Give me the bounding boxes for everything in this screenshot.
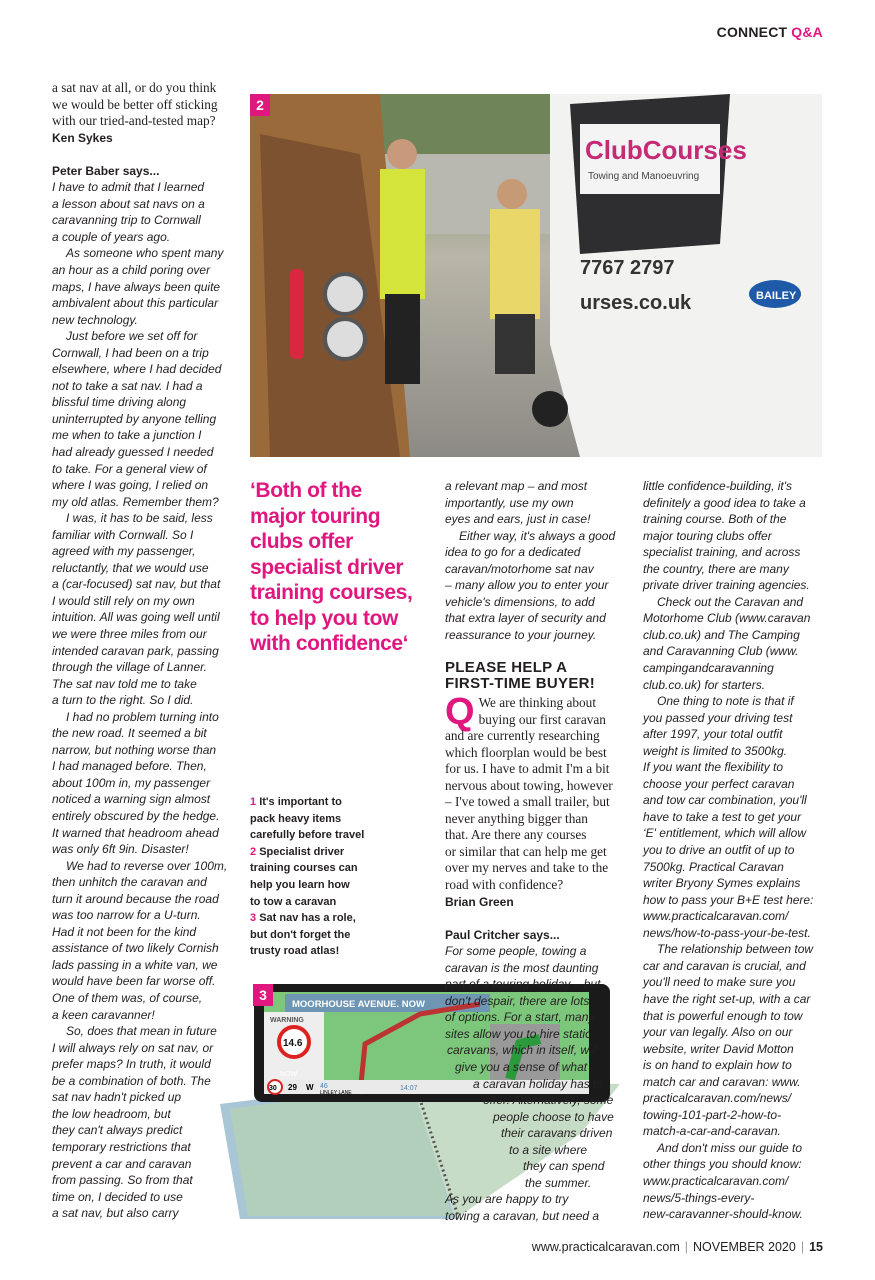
text-line: Check out the Caravan and bbox=[657, 594, 804, 609]
text-line: major touring bbox=[250, 504, 381, 528]
text-line: we would be better off sticking bbox=[52, 96, 218, 112]
paragraph bbox=[52, 858, 247, 1023]
text-line: campingandcaravanning bbox=[643, 661, 774, 676]
text-line: the low headroom, but bbox=[52, 1106, 171, 1121]
text-line: the summer. bbox=[525, 1175, 592, 1190]
text-line: and tow car combination, you'll bbox=[643, 793, 807, 808]
text-line: weight is limited to 3500kg. bbox=[643, 743, 788, 758]
text-line: new technology. bbox=[52, 312, 138, 327]
text-line: a relevant map – and most bbox=[445, 479, 588, 493]
text-line: ‘Both of the bbox=[250, 479, 362, 502]
text-line: little confidence-building, it's bbox=[643, 479, 793, 493]
text-line: never anything bigger than bbox=[445, 810, 588, 826]
text-line: prevent a car and caravan bbox=[52, 1156, 192, 1171]
paragraph bbox=[52, 1023, 247, 1222]
text-line: familiar with Cornwall. So I bbox=[52, 527, 194, 542]
text-line: The sat nav told me to take bbox=[52, 676, 197, 691]
text-line: caravans, which in itself, will bbox=[447, 1043, 598, 1058]
text-line: give you a sense of what bbox=[455, 1059, 588, 1074]
caption-text: pack heavy items bbox=[250, 812, 342, 825]
text-line: that. Are there any courses bbox=[445, 827, 587, 843]
text-line: buying our first caravan bbox=[478, 711, 606, 727]
answer-text bbox=[52, 179, 247, 1221]
text-line: about 100m in, my passenger bbox=[52, 775, 211, 790]
svg-text:ClubCourses: ClubCourses bbox=[585, 135, 747, 165]
paragraph bbox=[52, 179, 247, 245]
text-line: As someone who spent many bbox=[66, 246, 224, 261]
caption-number: 1 bbox=[250, 796, 257, 808]
text-line: vehicle's dimensions, to add bbox=[445, 594, 595, 609]
caption-number: 3 bbox=[250, 912, 257, 925]
column-4 bbox=[643, 478, 838, 1223]
caption-text: Sat nav has a role, bbox=[259, 912, 356, 925]
caption-text: training courses can bbox=[250, 862, 358, 875]
text-line: I was, it has to be said, less bbox=[66, 511, 213, 526]
text-line: to take. For a general view of bbox=[52, 461, 207, 476]
text-line: choose your perfect caravan bbox=[643, 776, 795, 791]
section-tag: Q&A bbox=[791, 24, 823, 40]
text-line: For some people, towing a bbox=[445, 944, 587, 959]
answer-text bbox=[445, 943, 640, 1224]
text-line: and Caravanning Club (www. bbox=[643, 644, 799, 659]
text-line: part of a touring holiday – but bbox=[445, 977, 601, 992]
text-line: a lesson about sat navs on a bbox=[52, 196, 205, 211]
text-line: be a combination of both. The bbox=[52, 1073, 211, 1088]
text-line: to a site where bbox=[509, 1142, 588, 1157]
text-line: the new road. It seemed a bit bbox=[52, 726, 207, 741]
asker-name: Brian Green bbox=[445, 894, 514, 909]
column-1 bbox=[52, 80, 247, 1222]
text-line: nervous about towing, however bbox=[445, 777, 613, 793]
text-line: people choose to have bbox=[493, 1109, 614, 1124]
text-line: club.co.uk) and The Camping bbox=[643, 627, 800, 642]
text-line: I had managed before. Then, bbox=[52, 759, 207, 774]
caption-text: carefully before travel bbox=[250, 829, 365, 842]
paragraph bbox=[445, 943, 640, 1191]
question-heading bbox=[445, 660, 640, 692]
text-line: www.practicalcaravan.com/ bbox=[643, 909, 789, 924]
text-line: news/5-things-every- bbox=[643, 1190, 755, 1205]
caption-line bbox=[250, 860, 440, 877]
text-line: I would still rely on my own bbox=[52, 593, 195, 608]
paragraph bbox=[643, 941, 838, 1140]
text-line: they can spend bbox=[523, 1159, 605, 1174]
photo-captions bbox=[250, 794, 440, 960]
paragraph bbox=[445, 1191, 640, 1224]
text-line: Either way, it's always a good bbox=[459, 528, 616, 543]
text-line: PLEASE HELP A bbox=[445, 658, 568, 676]
svg-text:urses.co.uk: urses.co.uk bbox=[580, 292, 692, 314]
text-line: specialist driver bbox=[250, 555, 404, 579]
text-line: – many allow you to enter your bbox=[445, 578, 609, 593]
text-line: As you are happy to try bbox=[445, 1192, 569, 1207]
text-line: www.practicalcaravan.com/ bbox=[643, 1173, 789, 1188]
text-line: We are thinking about bbox=[478, 694, 597, 710]
caption-text: It's important to bbox=[259, 796, 342, 808]
paragraph bbox=[52, 709, 247, 858]
text-line: FIRST-TIME BUYER! bbox=[445, 674, 596, 692]
svg-text:14:07: 14:07 bbox=[400, 1085, 418, 1092]
text-line: a couple of years ago. bbox=[52, 229, 171, 244]
text-line: turn it around because the road bbox=[52, 891, 219, 906]
text-line: If you want the flexibility to bbox=[643, 760, 784, 775]
text-line: other things you should know: bbox=[643, 1157, 802, 1172]
text-line: you to drive an outfit of up to bbox=[643, 843, 795, 858]
text-line: a turn to the right. So I did. bbox=[52, 693, 194, 708]
text-line: match-a-car-and-caravan. bbox=[643, 1124, 781, 1139]
paragraph bbox=[643, 1140, 838, 1223]
paragraph bbox=[445, 478, 640, 528]
text-line: then unhitch the caravan and bbox=[52, 875, 207, 890]
text-line: over my nerves and take to the bbox=[445, 860, 609, 876]
text-line: would have been far worse off. bbox=[52, 974, 216, 989]
section-name: CONNECT bbox=[716, 24, 788, 40]
text-line: major touring clubs offer bbox=[643, 528, 772, 543]
footer-url[interactable]: www.practicalcaravan.com bbox=[531, 1240, 680, 1254]
svg-text:14.6: 14.6 bbox=[283, 1038, 303, 1049]
text-line: I have to admit that I learned bbox=[52, 180, 205, 195]
text-line: – I've towed a small trailer, but bbox=[445, 794, 610, 810]
caption-text: help you learn how bbox=[250, 878, 350, 891]
text-line: temporary restrictions that bbox=[52, 1139, 191, 1154]
text-line: practicalcaravan.com/news/ bbox=[643, 1091, 792, 1106]
text-line: new-caravanner-should-know. bbox=[643, 1207, 803, 1222]
text-line: time on, I decided to use bbox=[52, 1189, 183, 1204]
text-line: Cornwall, I had been on a trip bbox=[52, 345, 209, 360]
text-line: training course. Both of the bbox=[643, 512, 787, 527]
text-line: importantly, use my own bbox=[445, 495, 574, 510]
text-line: an hour as a child poring over bbox=[52, 262, 211, 277]
text-line: uninterrupted by anyone telling bbox=[52, 411, 217, 426]
text-line: reluctantly, that we would use bbox=[52, 560, 209, 575]
text-line: intuition. All was going well until bbox=[52, 610, 220, 625]
text-line: have the right set-up, with a car bbox=[643, 991, 811, 1006]
text-line: ‘E' entitlement, which will allow bbox=[643, 826, 807, 841]
answer-continuation bbox=[445, 478, 640, 643]
text-line: a (car-focused) sat nav, but that bbox=[52, 577, 221, 592]
svg-text:LINLEY LANE: LINLEY LANE bbox=[320, 1090, 352, 1096]
text-line: offer. Alternatively, some bbox=[483, 1093, 614, 1108]
text-line: was too narrow for a U-turn. bbox=[52, 908, 201, 923]
caption-line bbox=[250, 844, 440, 861]
answerer-heading: Peter Baber says... bbox=[52, 163, 160, 178]
photo-number-badge: 2 bbox=[250, 94, 270, 116]
text-line: you'll need to make sure you bbox=[643, 975, 796, 990]
svg-text:W: W bbox=[306, 1083, 314, 1092]
text-line: caravan is the most daunting bbox=[445, 960, 599, 975]
paragraph bbox=[445, 528, 640, 644]
svg-text:29: 29 bbox=[288, 1083, 297, 1092]
text-line: idea to go for a dedicated bbox=[445, 545, 581, 560]
text-line: narrow, but nothing worse than bbox=[52, 742, 217, 757]
text-line: caravan/motorhome sat nav bbox=[445, 561, 594, 576]
caption-number: 2 bbox=[250, 845, 257, 858]
text-line: 7500kg. Practical Caravan bbox=[643, 859, 784, 874]
page-number: 15 bbox=[809, 1240, 823, 1254]
text-line: private driver training agencies. bbox=[643, 578, 810, 593]
text-line: don't despair, there are lots bbox=[445, 993, 590, 1008]
text-line: The relationship between tow bbox=[657, 942, 814, 957]
text-line: definitely a good idea to take a bbox=[643, 495, 806, 510]
text-line: noticed a warning sign almost bbox=[52, 792, 211, 807]
text-line: I had no problem turning into bbox=[66, 709, 219, 724]
text-line: from passing. So from that bbox=[52, 1173, 193, 1188]
text-line: had already guessed I needed bbox=[52, 444, 214, 459]
text-line: towing-101-part-2-how-to- bbox=[643, 1107, 782, 1122]
text-line: road with confidence? bbox=[445, 876, 564, 892]
svg-text:NOW: NOW bbox=[280, 1071, 298, 1078]
text-line: have to take a test to get your bbox=[643, 809, 802, 824]
text-line: writer Bryony Symes explains bbox=[643, 876, 801, 891]
text-line: training courses, bbox=[250, 581, 413, 604]
answer-continuation bbox=[643, 478, 838, 1223]
answerer-heading: Paul Critcher says... bbox=[445, 927, 560, 942]
text-line: of options. For a start, many bbox=[445, 1010, 595, 1025]
text-line: One of them was, of course, bbox=[52, 991, 203, 1006]
caption-text: Specialist driver bbox=[259, 845, 345, 858]
text-line: assistance of two likely Cornish bbox=[52, 941, 219, 956]
text-line: intended caravan park, passing bbox=[52, 643, 219, 658]
text-line: sites allow you to hire static bbox=[445, 1026, 592, 1041]
text-line: we were three miles from our bbox=[52, 627, 207, 641]
text-line: Just before we set off for bbox=[66, 329, 198, 344]
svg-text:30: 30 bbox=[269, 1085, 277, 1092]
text-line: a keen caravanner! bbox=[52, 1007, 155, 1022]
text-line: elsewhere, where I had decided bbox=[52, 362, 222, 377]
text-line: towing a caravan, but need a bbox=[445, 1208, 600, 1223]
caption-line bbox=[250, 811, 440, 828]
paragraph bbox=[643, 594, 838, 693]
text-line: my old atlas. Remember them? bbox=[52, 494, 219, 509]
page-footer: www.practicalcaravan.com | NOVEMBER 2020 | 15 bbox=[531, 1240, 823, 1254]
drop-cap-q: Q bbox=[445, 690, 475, 733]
text-line: not to take a sat nav. I had a bbox=[52, 378, 203, 393]
svg-text:Towing and Manoeuvring: Towing and Manoeuvring bbox=[588, 171, 700, 182]
text-line: after 1997, your total outfit bbox=[643, 727, 783, 742]
caption-text: to tow a caravan bbox=[250, 895, 337, 908]
text-line: website, writer David Motton bbox=[643, 1041, 794, 1056]
text-line: entirely obscured by the hedge. bbox=[52, 809, 220, 824]
text-line: for us. I have to admit I'm a bit bbox=[445, 761, 610, 777]
text-line: with confidence‘ bbox=[250, 632, 409, 655]
paragraph bbox=[52, 245, 247, 328]
caption-line bbox=[250, 910, 440, 927]
caption-line bbox=[250, 794, 440, 811]
photo-towing-course bbox=[250, 94, 822, 457]
section-header bbox=[717, 24, 823, 40]
text-line: that is powerful enough to tow bbox=[643, 1008, 803, 1023]
caption-text: trusty road atlas! bbox=[250, 945, 340, 958]
text-line: that extra layer of security and bbox=[445, 611, 606, 626]
text-line: you passed your driving test bbox=[643, 710, 793, 725]
text-line: a sat nav, but also carry bbox=[52, 1206, 179, 1221]
caption-line bbox=[250, 877, 440, 894]
text-line: eyes and ears, just in case! bbox=[445, 512, 591, 527]
text-line: to help you tow bbox=[250, 606, 398, 630]
text-line: Had it not been for the kind bbox=[52, 924, 197, 939]
text-line: car and caravan is crucial, and bbox=[643, 958, 806, 973]
column-3 bbox=[445, 478, 640, 1224]
text-line: was only 6ft 9in. Disaster! bbox=[52, 842, 189, 857]
text-line: through the village of Lanner. bbox=[52, 660, 207, 675]
text-line: It warned that headroom ahead bbox=[52, 825, 219, 840]
text-line: and are currently researching bbox=[445, 728, 600, 744]
text-line: reassurance to your journey. bbox=[445, 627, 597, 642]
text-line: lads passing in a white van, we bbox=[52, 957, 218, 972]
text-line: We had to reverse over 100m, bbox=[66, 858, 228, 873]
text-line: caravanning trip to Cornwall bbox=[52, 213, 201, 228]
text-line: is on hand to explain how to bbox=[643, 1058, 792, 1073]
text-line: prefer maps? In truth, it would bbox=[52, 1057, 211, 1072]
text-line: blissful time driving along bbox=[52, 395, 187, 410]
text-line: a caravan holiday has to bbox=[473, 1076, 604, 1091]
text-line: news/how-to-pass-your-be-test. bbox=[643, 925, 811, 940]
towing-course-image bbox=[250, 94, 822, 457]
caption-line bbox=[250, 927, 440, 944]
text-line: the country, there are many bbox=[643, 561, 789, 576]
text-line: specialist training, and across bbox=[643, 545, 801, 560]
text-line: sat nav hadn't picked up bbox=[52, 1090, 182, 1105]
text-line: One thing to note is that if bbox=[657, 694, 794, 709]
text-line: So, does that mean in future bbox=[66, 1024, 217, 1039]
text-line: ambivalent about this particular bbox=[52, 296, 219, 311]
caption-text: but don't forget the bbox=[250, 928, 351, 941]
svg-text:BAILEY: BAILEY bbox=[756, 290, 797, 302]
svg-text:WARNING: WARNING bbox=[270, 1017, 304, 1024]
footer-issue: NOVEMBER 2020 bbox=[693, 1240, 796, 1254]
caption-line bbox=[250, 943, 440, 960]
text-line: clubs offer bbox=[250, 530, 353, 553]
question-end bbox=[52, 80, 247, 130]
caption-line bbox=[250, 894, 440, 911]
caption-line bbox=[250, 827, 440, 844]
question-text bbox=[445, 690, 640, 894]
text-line: where I was going, I relied on bbox=[52, 478, 209, 493]
text-line: or similar that can help me get bbox=[445, 843, 607, 859]
text-line: me when to take a junction I bbox=[52, 428, 202, 443]
text-line: club.co.uk) for starters. bbox=[643, 677, 766, 692]
text-line: with our tried-and-tested map? bbox=[52, 113, 216, 129]
text-line: which floorplan would be best bbox=[445, 744, 607, 760]
svg-text:46: 46 bbox=[320, 1083, 328, 1090]
paragraph bbox=[52, 510, 247, 709]
photo-number-badge: 3 bbox=[253, 984, 273, 1006]
paragraph bbox=[52, 328, 247, 510]
text-line: match car and caravan: www. bbox=[643, 1074, 801, 1089]
pull-quote bbox=[250, 478, 440, 657]
text-line: agreed with my passenger, bbox=[52, 544, 196, 559]
text-line: your van legally. Also on our bbox=[643, 1025, 793, 1040]
svg-text:7767 2797: 7767 2797 bbox=[580, 257, 675, 279]
paragraph bbox=[643, 693, 838, 941]
text-line: maps, I have always been quite bbox=[52, 279, 221, 294]
svg-text:MOORHOUSE AVENUE. NOW: MOORHOUSE AVENUE. NOW bbox=[292, 999, 426, 1010]
paragraph bbox=[643, 478, 838, 594]
text-line: they can't always predict bbox=[52, 1123, 183, 1138]
text-line: a sat nav at all, or do you think bbox=[52, 80, 217, 95]
text-line: I will always rely on sat nav, or bbox=[52, 1040, 214, 1055]
text-line: And don't miss our guide to bbox=[657, 1140, 803, 1155]
text-line: their caravans driven bbox=[501, 1126, 613, 1141]
text-line: how to pass your B+E test here: bbox=[643, 892, 814, 907]
text-line: Motorhome Club (www.caravan bbox=[643, 611, 811, 626]
asker-name: Ken Sykes bbox=[52, 130, 113, 145]
